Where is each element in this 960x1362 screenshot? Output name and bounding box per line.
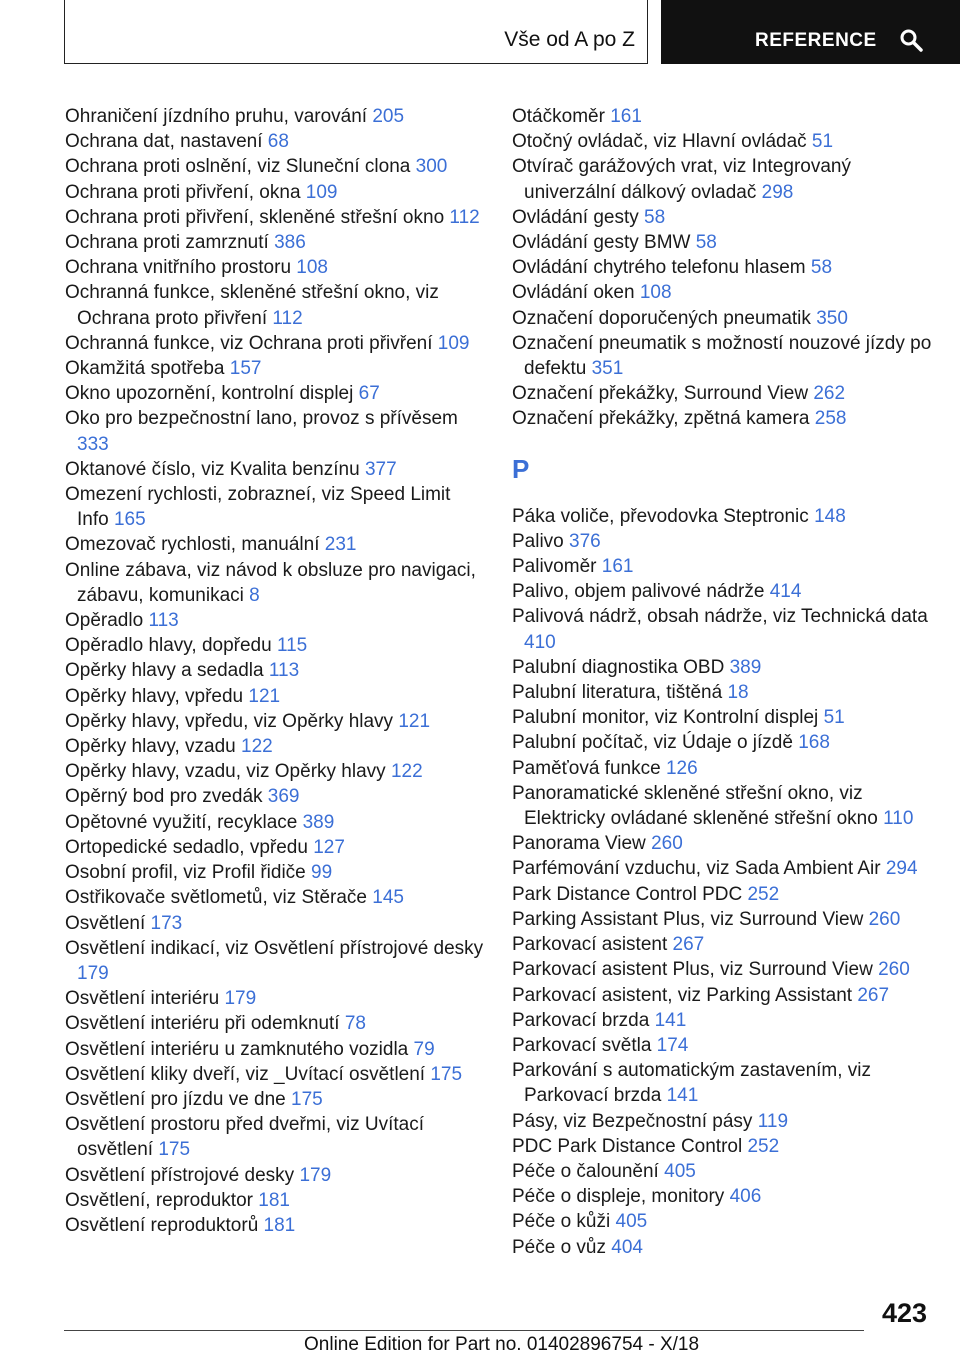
index-page-link[interactable]: 405 xyxy=(664,1160,696,1182)
index-page-link[interactable]: 376 xyxy=(569,530,601,552)
index-entry xyxy=(512,1235,932,1260)
index-entry xyxy=(65,205,485,230)
index-column-left xyxy=(65,104,485,1238)
index-entry xyxy=(512,983,932,1008)
index-entry-text: Ohraničení jízdního pruhu, varování xyxy=(65,106,373,127)
index-entry-text: Parkovací světla xyxy=(512,1034,657,1056)
index-entry xyxy=(65,1213,485,1238)
index-page-link[interactable]: 174 xyxy=(656,1034,689,1056)
search-icon[interactable] xyxy=(899,28,923,52)
index-entry-text: Palubní diagnostika OBD xyxy=(512,656,730,678)
index-page-link[interactable]: 157 xyxy=(229,358,262,380)
index-entry-text: Osvětlení interiéru u zamknutého vozidla xyxy=(65,1038,414,1060)
index-entry-text: Otočný ovládač, viz Hlavní ovládač xyxy=(512,131,812,153)
index-page-link[interactable]: 148 xyxy=(814,505,846,527)
index-entry xyxy=(512,831,932,856)
index-page-link[interactable]: 181 xyxy=(263,1214,296,1236)
index-entry xyxy=(512,230,932,255)
index-entry-text: Osvětlení indikací, viz Osvětlení přístrojové desky xyxy=(65,937,484,959)
index-entry-text: Opětovné využití, recyklace xyxy=(65,811,303,833)
index-entry-text: Ochrana vnitřního prostoru xyxy=(65,257,297,279)
index-entry-text: Okamžitá spotřeba xyxy=(65,358,230,380)
index-entry xyxy=(65,633,485,658)
index-entry xyxy=(512,1184,932,1209)
index-page-link[interactable]: 127 xyxy=(313,836,345,858)
index-entry xyxy=(512,655,932,680)
reference-tab[interactable] xyxy=(661,0,960,64)
index-entry xyxy=(65,709,485,734)
index-page-link[interactable]: 168 xyxy=(798,732,830,754)
index-page-link[interactable]: 18 xyxy=(727,682,749,704)
index-entry xyxy=(65,457,485,482)
index-entry xyxy=(65,482,485,532)
index-entry-text: Opěrky hlavy, vzadu, viz Opěrky hlavy xyxy=(65,761,391,783)
index-page-link[interactable]: 175 xyxy=(291,1088,323,1110)
index-entry-text: Ochranná funkce, viz Ochrana proti přivření xyxy=(65,332,438,354)
index-entry-text: Oktanové číslo, viz Kvalita benzínu xyxy=(65,458,365,480)
index-entry xyxy=(65,759,485,784)
index-entry xyxy=(65,356,485,381)
index-entry-text: Parkovací asistent Plus, viz Surround View xyxy=(512,959,879,981)
index-entry xyxy=(512,104,932,129)
index-entry xyxy=(65,154,485,179)
index-entry-text: Otvírač garážových vrat, viz Integrovaný univerzální dálkový ovladač xyxy=(512,156,851,203)
index-page-link[interactable]: 173 xyxy=(150,912,183,934)
index-page-link[interactable]: 122 xyxy=(390,761,423,783)
index-page-link[interactable]: 126 xyxy=(665,757,698,779)
index-entry xyxy=(512,129,932,154)
index-entry xyxy=(512,579,932,604)
index-entry xyxy=(512,1109,932,1134)
index-entry-text: Osvětlení kliky dveří, viz _Uvítací osvětlení xyxy=(65,1063,431,1085)
index-page-link[interactable]: 108 xyxy=(296,257,328,279)
index-entry-text: Palivoměr xyxy=(512,556,602,578)
index-entry-text: Palivo xyxy=(512,530,570,552)
index-page-link[interactable]: 389 xyxy=(302,811,335,833)
index-entry xyxy=(512,205,932,230)
index-entry-text: Ovládání gesty BMW xyxy=(512,232,696,254)
index-entry xyxy=(65,1062,485,1087)
index-entry-text: Ochrana proti přivření, okna xyxy=(65,181,306,203)
index-entry xyxy=(512,255,932,280)
index-entry-text: Otáčkoměr xyxy=(512,106,611,127)
index-entry xyxy=(65,1011,485,1036)
index-entry-text: Park Distance Control PDC xyxy=(512,883,748,905)
reference-label: REFERENCE xyxy=(755,30,877,51)
index-page-link[interactable]: 252 xyxy=(747,1135,780,1157)
index-entry xyxy=(512,680,932,705)
index-entry xyxy=(512,730,932,755)
index-page-link[interactable]: 404 xyxy=(611,1236,643,1258)
index-entry-text: Označení překážky, zpětná kamera xyxy=(512,408,815,430)
index-entry-text: PDC Park Distance Control xyxy=(512,1135,748,1157)
index-page-link[interactable]: 51 xyxy=(823,707,845,729)
index-entry-text: Palivo, objem palivové nádrže xyxy=(512,581,770,603)
index-entry xyxy=(65,558,485,608)
index-entry-text: Okno upozornění, kontrolní displej xyxy=(65,383,359,405)
index-entry-text: Ortopedické sedadlo, vpředu xyxy=(65,836,314,858)
index-entry-text: Ochrana dat, nastavení xyxy=(65,131,268,153)
index-entry xyxy=(65,255,485,280)
index-entry-text: Označení doporučených pneumatik xyxy=(512,307,817,329)
index-page-link[interactable]: 161 xyxy=(601,556,634,578)
index-entry-text: Parkovací asistent, viz Parking Assistant xyxy=(512,984,858,1006)
index-entry xyxy=(65,406,485,456)
index-group-o xyxy=(512,104,932,432)
index-entry xyxy=(65,1188,485,1213)
index-entry xyxy=(65,532,485,557)
index-entry-text: Osvětlení interiéru při odemknutí xyxy=(65,1013,345,1035)
index-entry-text: Označení překážky, Surround View xyxy=(512,383,814,405)
index-entry xyxy=(512,280,932,305)
index-entry xyxy=(512,932,932,957)
index-page-link[interactable]: 181 xyxy=(258,1189,290,1211)
index-entry-text: Palubní literatura, tištěná xyxy=(512,682,728,704)
index-entry-text: Opěradlo xyxy=(65,610,149,632)
index-entry-text: Ovládání oken xyxy=(512,282,640,304)
index-page-link[interactable]: 141 xyxy=(666,1085,699,1107)
index-entry xyxy=(65,1087,485,1112)
index-entry-text: Osvětlení pro jízdu ve dne xyxy=(65,1088,292,1110)
index-page-link[interactable]: 179 xyxy=(77,962,109,984)
index-entry-text: Ochrana proti oslnění, viz Sluneční clona xyxy=(65,156,416,178)
header-title: Vše od A po Z xyxy=(504,28,635,51)
index-page-link[interactable]: 58 xyxy=(810,257,833,279)
index-page-link[interactable]: 369 xyxy=(267,786,300,808)
header-title-box xyxy=(64,0,648,64)
index-entry-text: Osvětlení přístrojové desky xyxy=(65,1164,300,1186)
index-entry-text: Označení pneumatik s možností nouzové jízdy po defektu xyxy=(512,332,932,380)
index-page-link[interactable]: 122 xyxy=(241,736,273,758)
index-entry-text: Osvětlení prostoru před dveřmi, viz Uvítací osvětlení xyxy=(65,1114,425,1161)
index-page-link[interactable]: 78 xyxy=(344,1013,366,1035)
index-page-link[interactable]: 113 xyxy=(148,610,179,632)
index-page-link[interactable]: 121 xyxy=(398,710,431,732)
index-entry xyxy=(512,554,932,579)
index-entry-text: Ovládání chytrého telefonu hlasem xyxy=(512,257,811,279)
index-entry-text: Opěrky hlavy, vpředu xyxy=(65,685,249,707)
index-entry-text: Osvětlení, reproduktor xyxy=(65,1189,259,1211)
index-entry-text: Péče o vůz xyxy=(512,1236,612,1258)
index-entry xyxy=(65,280,485,330)
index-page-link[interactable]: 267 xyxy=(672,934,705,956)
index-entry xyxy=(512,1008,932,1033)
index-page-link[interactable]: 175 xyxy=(430,1063,463,1085)
index-entry-text: Parfémování vzduchu, viz Sada Ambient Air xyxy=(512,858,886,880)
section-letter: P xyxy=(512,453,530,484)
index-entry xyxy=(65,734,485,759)
index-entry xyxy=(512,756,932,781)
index-entry xyxy=(65,331,485,356)
index-page-link[interactable]: 260 xyxy=(878,959,910,981)
index-entry xyxy=(512,705,932,730)
index-entry-text: Oko pro bezpečnostní lano, provoz s přívěsem xyxy=(65,408,458,430)
page-number: 423 xyxy=(881,1298,927,1328)
index-entry xyxy=(512,957,932,982)
index-entry-text: Ostřikovače světlometů, viz Stěrače xyxy=(65,887,373,909)
index-page-link[interactable]: 108 xyxy=(639,282,672,304)
index-entry-text: Péče o čalounění xyxy=(512,1160,665,1182)
index-entry-text: Parkovací brzda xyxy=(512,1009,655,1031)
index-entry-text: Palivová nádrž, obsah nádrže, viz Technická data xyxy=(512,606,928,628)
index-entry xyxy=(65,1037,485,1062)
index-page-link[interactable]: 109 xyxy=(437,332,470,354)
index-page-link[interactable]: 294 xyxy=(885,858,918,880)
index-page-link[interactable]: 79 xyxy=(413,1038,435,1060)
index-entry-text: Opěrky hlavy a sedadla xyxy=(65,660,269,682)
index-page-link[interactable]: 141 xyxy=(654,1009,687,1031)
index-entry-text: Parkovací asistent xyxy=(512,934,673,956)
index-entry xyxy=(65,936,485,986)
index-page-link[interactable]: 260 xyxy=(651,833,683,855)
index-page-link[interactable]: 165 xyxy=(113,509,146,531)
index-page-link[interactable]: 351 xyxy=(591,358,624,380)
index-page-link[interactable]: 405 xyxy=(615,1211,648,1233)
index-page-link[interactable]: 67 xyxy=(358,383,380,405)
index-entry-text: Panoramatické skleněné střešní okno, viz Elektricky ovládané skleněné střešní okno xyxy=(512,782,884,830)
footer-divider xyxy=(64,1330,864,1331)
index-page-link[interactable]: 389 xyxy=(729,656,762,678)
index-entry-text: Osvětlení reproduktorů xyxy=(65,1214,264,1236)
index-entry xyxy=(65,885,485,910)
index-entry-text: Pásy, viz Bezpečnostní pásy xyxy=(512,1110,758,1132)
index-page-link[interactable]: 8 xyxy=(249,584,260,606)
index-page-link[interactable]: 333 xyxy=(77,433,109,455)
index-entry xyxy=(512,306,932,331)
index-page-link[interactable]: 414 xyxy=(769,581,802,603)
index-entry xyxy=(512,1033,932,1058)
index-entry xyxy=(65,180,485,205)
index-entry xyxy=(65,658,485,683)
index-entry xyxy=(512,406,932,431)
index-page-link[interactable]: 68 xyxy=(267,131,289,153)
index-entry xyxy=(512,1209,932,1234)
index-entry xyxy=(512,856,932,881)
index-page-link[interactable]: 262 xyxy=(813,383,846,405)
index-page-link[interactable]: 161 xyxy=(610,106,642,127)
index-page-link[interactable]: 179 xyxy=(224,988,257,1010)
index-entry xyxy=(65,986,485,1011)
index-page-link[interactable]: 179 xyxy=(299,1164,332,1186)
index-entry xyxy=(512,1058,932,1108)
index-entry-text: Opěrný bod pro zvedák xyxy=(65,786,268,808)
index-entry xyxy=(65,1112,485,1162)
index-entry xyxy=(512,907,932,932)
index-entry xyxy=(65,1163,485,1188)
index-entry-text: Parking Assistant Plus, viz Surround View xyxy=(512,908,869,930)
index-page-link[interactable]: 258 xyxy=(814,408,847,430)
index-entry xyxy=(65,129,485,154)
index-page-link[interactable]: 110 xyxy=(883,808,914,830)
index-entry xyxy=(512,1134,932,1159)
index-page-link[interactable]: 231 xyxy=(324,534,357,556)
index-page-link[interactable]: 175 xyxy=(158,1139,191,1161)
index-page-link[interactable]: 115 xyxy=(276,635,308,657)
index-entry xyxy=(65,835,485,860)
index-entry xyxy=(512,381,932,406)
index-entry-text: Osvětlení xyxy=(65,912,151,934)
index-entry xyxy=(512,504,932,529)
index-page-link[interactable]: 252 xyxy=(747,883,780,905)
index-entry-text: Opěrky hlavy, vpředu, viz Opěrky hlavy xyxy=(65,710,399,732)
index-column-right xyxy=(512,104,932,1260)
index-entry xyxy=(65,860,485,885)
index-entry xyxy=(65,608,485,633)
index-entry-text: Panorama View xyxy=(512,833,652,855)
index-entry-text: Osobní profil, viz Profil řidiče xyxy=(65,862,312,884)
index-entry xyxy=(65,810,485,835)
index-page-link[interactable]: 58 xyxy=(644,206,666,228)
index-entry-text: Ochrana proti zamrznutí xyxy=(65,232,275,254)
index-entry xyxy=(65,104,485,129)
index-entry-text: Opěradlo hlavy, dopředu xyxy=(65,635,277,657)
index-page-link[interactable]: 121 xyxy=(248,685,281,707)
index-page-link[interactable]: 58 xyxy=(695,232,717,254)
index-page-link[interactable]: 119 xyxy=(757,1110,789,1132)
index-entry-text: Parkování s automatickým zastavením, viz Parkovací brzda xyxy=(512,1060,872,1107)
index-entry xyxy=(512,529,932,554)
index-page-link[interactable]: 350 xyxy=(816,307,848,329)
index-entry-text: Péče o displeje, monitory xyxy=(512,1186,730,1208)
index-page-link[interactable]: 109 xyxy=(305,181,338,203)
index-entry-text: Péče o kůži xyxy=(512,1211,616,1233)
index-page-link[interactable]: 410 xyxy=(524,631,556,653)
index-page-link[interactable]: 99 xyxy=(311,862,333,884)
index-entry xyxy=(512,882,932,907)
index-entry-text: Omezovač rychlosti, manuální xyxy=(65,534,325,556)
index-page-link[interactable]: 51 xyxy=(811,131,834,153)
index-page-link[interactable]: 113 xyxy=(268,660,300,682)
index-entry-text: Online zábava, viz návod k obsluze pro navigaci, zábavu, komunikaci xyxy=(65,559,476,606)
index-entry xyxy=(512,154,932,204)
index-entry-text: Ochranná funkce, skleněné střešní okno, viz Ochrana proto přivření xyxy=(65,282,439,329)
index-entry-text: Palubní monitor, viz Kontrolní displej xyxy=(512,707,824,729)
index-entry xyxy=(65,784,485,809)
index-entry-text: Ochrana proti přivření, skleněné střešní okno xyxy=(65,206,450,228)
index-page-link[interactable]: 260 xyxy=(868,908,901,930)
index-page-link[interactable]: 205 xyxy=(372,106,405,127)
index-entry xyxy=(512,781,932,831)
footer-edition: Online Edition for Part no. 01402896754 - X/18 xyxy=(304,1334,700,1355)
index-entry xyxy=(65,230,485,255)
index-page-link[interactable]: 112 xyxy=(449,206,480,228)
index-entry-text: Palubní počítač, viz Údaje o jízdě xyxy=(512,732,799,754)
index-entry-text: Omezení rychlosti, zobrazneí, viz Speed Limit Info xyxy=(65,484,451,531)
index-page-link[interactable]: 112 xyxy=(272,307,303,329)
index-entry xyxy=(65,911,485,936)
index-group-p xyxy=(512,504,932,1260)
index-entry-text: Paměťová funkce xyxy=(512,757,666,779)
index-page-link[interactable]: 300 xyxy=(415,156,448,178)
page-header xyxy=(0,0,960,66)
index-entry xyxy=(512,604,932,654)
index-entry xyxy=(65,684,485,709)
index-entry xyxy=(512,1159,932,1184)
index-entry xyxy=(65,381,485,406)
index-entry xyxy=(512,331,932,381)
index-entry-text: Ovládání gesty xyxy=(512,206,645,228)
index-entry-text: Páka voliče, převodovka Steptronic xyxy=(512,505,815,527)
index-entry-text: Opěrky hlavy, vzadu xyxy=(65,736,242,758)
index-page-link[interactable]: 406 xyxy=(729,1186,762,1208)
index-page-link[interactable]: 145 xyxy=(372,887,404,909)
index-entry-text: Osvětlení interiéru xyxy=(65,988,225,1010)
index-page-link[interactable]: 377 xyxy=(364,458,397,480)
index-page-link[interactable]: 298 xyxy=(761,181,794,203)
index-page-link[interactable]: 267 xyxy=(857,984,890,1006)
index-page-link[interactable]: 386 xyxy=(274,232,306,254)
